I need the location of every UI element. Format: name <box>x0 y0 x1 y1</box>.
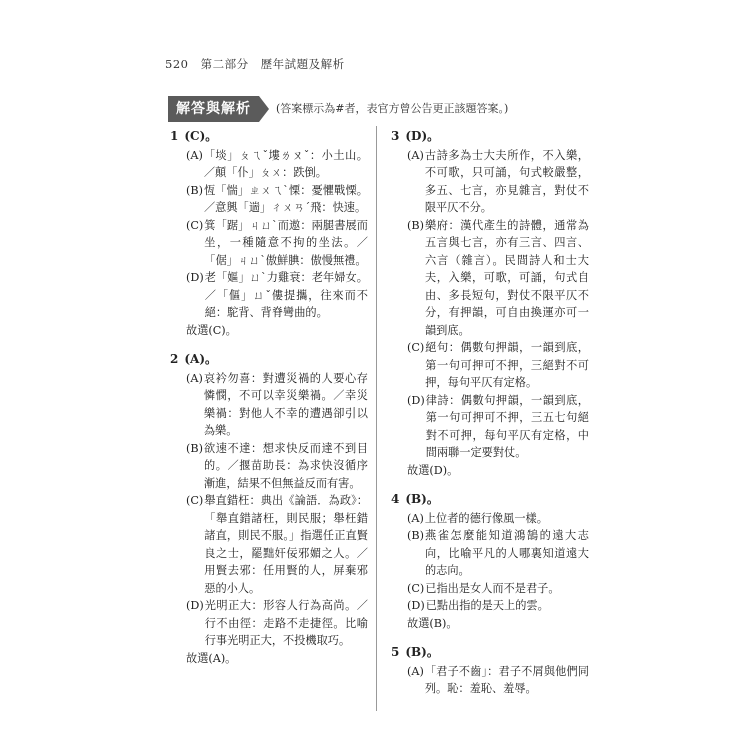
left-column <box>170 128 368 679</box>
page-number: 520 <box>165 57 189 71</box>
option-explanation <box>170 182 368 217</box>
option-explanation <box>170 217 368 270</box>
option-text: 「君子不齒」：君子不屑與他們同列。恥：羞恥、羞辱。 <box>424 664 589 695</box>
option-text: 樂府：漢代產生的詩體，通常為五言與七言，亦有三言、四言、六言（雜言）。民間詩人和士大夫，入樂，可歌，可誦，句式自由、多長短句，對仗不限平仄不分，有押韻，可自由換運亦可一韻到底。 <box>424 218 589 337</box>
option-explanation <box>391 580 589 598</box>
option-explanation <box>170 269 368 322</box>
option-label: (C) <box>186 494 204 507</box>
question-answer-line <box>391 644 589 662</box>
option-label: (C) <box>407 581 425 595</box>
question-2 <box>170 351 368 667</box>
option-text: 舉直錯枉：典出《論語．為政》：「舉直錯諸枉，則民服；舉枉錯諸直，則民不服。」指選任正直賢良之士，罷黜奸佞邪媚之人。／用賢去邪：任用賢的人，屏棄邪惡的小人。 <box>204 494 368 595</box>
option-label: (A) <box>186 148 203 162</box>
option-explanation <box>391 510 589 528</box>
question-number: 3 <box>391 129 400 143</box>
title-arrow-decoration <box>259 96 269 122</box>
option-text: 「埮」ㄆㄟˇ塿ㄌㄡˇ：小土山。／顛「仆」ㄆㄨ：跌倒。 <box>203 148 368 179</box>
option-label: (A) <box>186 371 203 385</box>
option-label: (A) <box>407 148 424 162</box>
question-answer-line <box>170 351 368 369</box>
question-number: 5 <box>391 645 400 659</box>
answer-choice: (C)。 <box>184 129 218 143</box>
option-text: 已指出是女人而不是君子。 <box>425 581 560 595</box>
option-explanation <box>170 440 368 493</box>
option-explanation <box>391 597 589 615</box>
question-number: 2 <box>170 352 179 366</box>
option-text: 上位者的德行像風一樣。 <box>424 511 548 525</box>
question-3 <box>391 128 589 479</box>
conclusion: 故選(D)。 <box>407 463 459 477</box>
option-text: 古詩多為士大夫所作，不入樂，不可歌，只可誦，句式較嚴整，多五、七言，亦見雜言，對仗不限平仄不分。 <box>424 148 589 214</box>
option-label: (B) <box>186 441 203 455</box>
option-text: 老「嫗」ㄩˋ力雞衰：老年婦女。／「傴」ㄩˇ僂提攜，往來而不絕：駝背、背脊彎曲的。 <box>204 271 368 319</box>
option-label: (B) <box>407 218 424 232</box>
option-label: (A) <box>407 664 424 678</box>
question-1 <box>170 128 368 339</box>
option-text: 欲速不達：想求快反而達不到目的。／揠苗助長：為求快沒循序漸進，結果不但無益反而有害。 <box>203 441 368 490</box>
option-label: (D) <box>407 393 425 407</box>
option-explanation <box>170 492 368 597</box>
option-explanation <box>391 392 589 462</box>
question-number: 4 <box>391 492 400 506</box>
option-text: 絕句：偶數句押韻，一韻到底，第一句可押可不押，三絕對不可押，每句平仄有定格。 <box>425 341 589 389</box>
option-explanation <box>391 527 589 580</box>
conclusion: 故選(B)。 <box>407 616 458 630</box>
option-label: (B) <box>186 183 203 197</box>
question-4 <box>391 491 589 632</box>
option-explanation <box>391 339 589 392</box>
answer-choice: (D)。 <box>405 129 440 143</box>
option-text: 律詩：偶數句押韻，一韻到底，第一句可押可不押，三五七句絕對不可押，每句平仄有定格，中間兩聯一定要對仗。 <box>425 393 589 459</box>
option-label: (D) <box>407 599 425 612</box>
option-label: (C) <box>407 341 425 354</box>
section-title: 解答與解析 <box>168 96 259 122</box>
right-column <box>391 128 589 710</box>
option-explanation <box>170 370 368 440</box>
question-5 <box>391 644 589 698</box>
option-text: 已點出指的是天上的雲。 <box>425 599 549 612</box>
conclusion: 故選(A)。 <box>186 651 237 665</box>
conclusion: 故選(C)。 <box>186 323 237 337</box>
option-text: 哀衿勿喜：對遭災禍的人要心存憐憫，不可以幸災樂禍。／幸災樂禍：對他人不幸的遭遇卻引以為樂。 <box>203 371 368 437</box>
option-explanation <box>391 663 589 698</box>
option-label: (A) <box>407 511 424 525</box>
question-answer-line <box>391 128 589 146</box>
section-name: 第二部分 歷年試題及解析 <box>200 57 345 71</box>
column-divider <box>376 126 377 711</box>
option-explanation <box>391 147 589 217</box>
option-explanation <box>391 217 589 340</box>
page-header <box>165 56 345 72</box>
question-answer-line <box>170 128 368 146</box>
section-note: (答案標示為#者，表官方曾公告更正該題答案。) <box>276 102 509 115</box>
option-explanation <box>170 147 368 182</box>
option-label: (D) <box>186 271 204 284</box>
option-label: (C) <box>186 218 204 232</box>
option-text: 燕雀怎麼能知道鴻鵠的遠大志向，比喻平凡的人哪裏知道遠大的志向。 <box>424 529 589 577</box>
option-label: (B) <box>407 529 424 542</box>
option-explanation <box>170 597 368 650</box>
option-text: 光明正大：形容人行為高尚。／行不由徑：走路不走捷徑。比喻行事光明正大，不投機取巧。 <box>204 599 368 647</box>
option-text: 恆「惴」ㄓㄨㄟˋ慄：憂懼戰慄。／意興「遄」ㄔㄨㄢˊ飛：快速。 <box>203 183 368 214</box>
option-text: 箕「踞」ㄐㄩˋ而遨：兩腿書展而坐，一種隨意不拘的坐法。／「倨」ㄐㄩˋ傲鮮腆：傲慢無禮。 <box>204 218 368 267</box>
answer-choice: (B)。 <box>405 645 439 659</box>
question-answer-line <box>391 491 589 509</box>
option-label: (D) <box>186 599 204 612</box>
answer-choice: (B)。 <box>405 492 439 506</box>
question-number: 1 <box>170 129 179 143</box>
answer-choice: (A)。 <box>184 352 218 366</box>
